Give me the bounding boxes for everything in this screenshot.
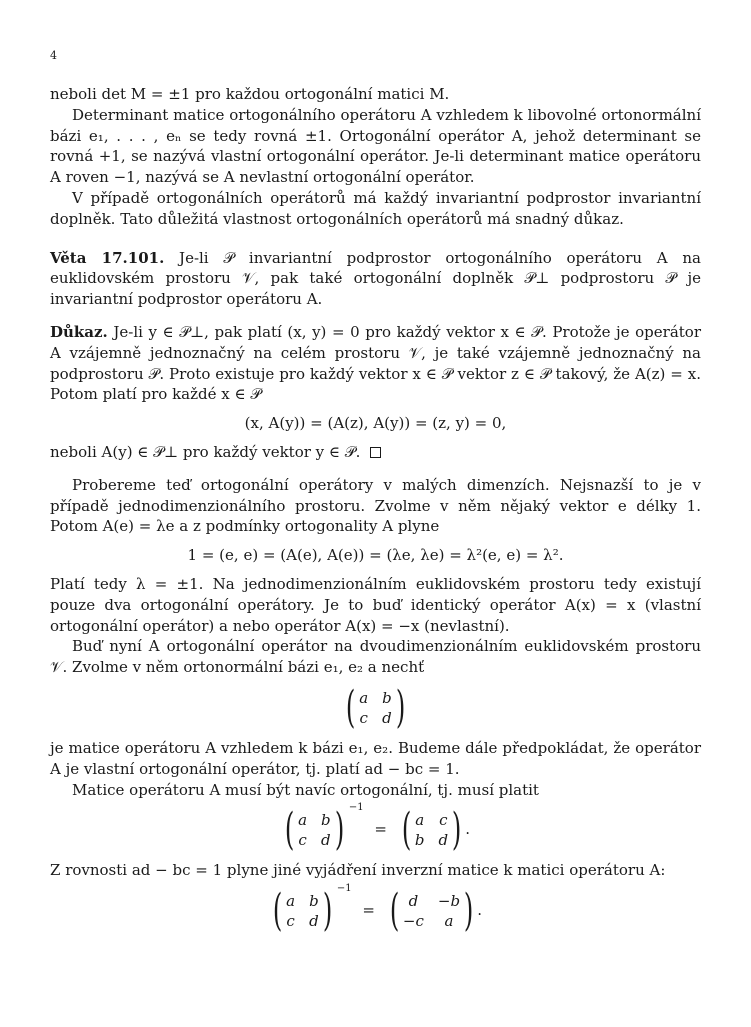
theorem-label: Věta 17.101. [50,248,165,267]
proof-text: Je-li y ∈ 𝒫⊥, pak platí (x, y) = 0 pro každý vektor x ∈ 𝒫. Protože je operátor A vzájemně jednoznačný na celém prostoru 𝒱, je také vzájemně jednoznačný na podprostoru 𝒫. Proto existuje pro každý vektor x ∈ 𝒫 vektor z ∈ 𝒫 takový, že A(z) = x. Potom platí pro každé x ∈ 𝒫 [50,322,701,404]
paragraph-9: Z rovnosti ad − bc = 1 plyne jiné vyjádření inverzní matice k matici operátoru A: [50,861,666,880]
paragraph-8: Matice operátoru A musí být navíc ortogonální, tj. musí platit [72,780,539,799]
page-body [50,40,701,941]
qed-symbol [370,447,381,458]
paragraph-6: Buď nyní A ortogonální operátor na dvoudimenzionálním euklidovském prostoru 𝒱. Zvolme v něm ortonormální bázi e₁, e₂ a nechť [50,637,701,677]
proof [50,322,701,405]
equation-3: ( a b c d ) $^{-1}$ = ( a c b d ) . [284,802,471,856]
theorem [50,248,701,310]
paragraph-5: Platí tedy λ = ±1. Na jednodimenzionálním euklidovském prostoru tedy existují pouze dva ortogonální operátory. Je to buď identický operátor A(x) = x (vlastní ortogonální operátor) a nebo operátor A(x) = −x (nevlastní). [50,574,701,635]
paragraph-1: neboli det M = ±1 pro každou ortogonální matici M. [50,85,450,103]
equation-1: (x, A(y)) = (A(z), A(y)) = (z, y) = 0, [244,414,507,433]
theorem-text: Je-li 𝒫 invariantní podprostor ortogonálního operátoru A na euklidovském prostoru 𝒱, pak také ortogonální doplněk 𝒫⊥ podprostoru 𝒫 je invariantní podprostor operátoru A. [50,248,701,309]
equation-4: ( a b c d ) $^{-1}$ = ( d −b −c a ) . [272,883,483,937]
proof-label: Důkaz. [50,322,108,341]
paragraph-4: Probereme teď ortogonální operátory v malých dimenzích. Nejsnazší to je v případě jednodimenzionálního prostoru. Zvolme v něm nějaký vektor e délky 1. Potom A(e) = λe a z podmínky ortogonality A plyne [50,475,701,536]
matrix-1: ( a b c d ) [345,681,406,733]
page-number: 4 [50,49,57,62]
paragraph-7: je matice operátoru A vzhledem k bázi e₁, e₂. Budeme dále předpokládat, že operátor A je vlastní ortogonální operátor, tj. platí ad − bc = 1. [50,738,701,778]
paragraph-2: Determinant matice ortogonálního operátoru A vzhledem k libovolné ortonormální bázi e₁, . . . , eₙ se tedy rovná ±1. Ortogonální operátor A, jehož determinant se rovná +1, se nazývá vlastní ortogonální operátor. Je-li determinant matice operátoru A roven −1, nazývá se A nevlastní ortogonální operátor. [50,105,701,187]
equation-2: 1 = (e, e) = (A(e), A(e)) = (λe, λe) = λ²(e, e) = λ². [187,546,564,565]
proof-end: neboli A(y) ∈ 𝒫⊥ pro každý vektor y ∈ 𝒫. [50,442,701,463]
paragraph-3: V případě ortogonálních operátorů má každý invariantní podprostor invariantní doplněk. Tato důležitá vlastnost ortogonálních operátorů má snadný důkaz. [50,188,701,228]
